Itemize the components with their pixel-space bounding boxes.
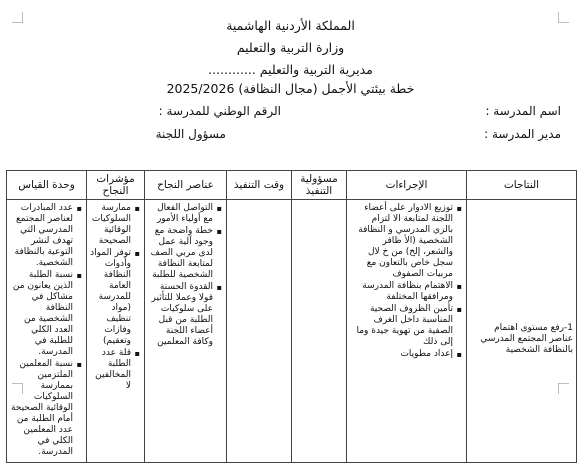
school-name-label: اسم المدرسة : [485, 104, 561, 118]
success-element-item: ▪ التواصل الفعال مع أولياء الأمور [148, 203, 213, 225]
measurement-unit-item: ▪ عدد المبادرات لعناصر المجتمع المدرسي التي تهدف لنشر التوعية بالنظافة الشخصية. [10, 203, 73, 269]
header-measurement-unit: وحدة القياس [7, 171, 87, 200]
success-element-item: ▪ خطة واضحة مع وجود آلية عمل لدى مربي الصف لمتابعة النظافة الشخصية للطلبة [148, 226, 213, 281]
success-element-item: ▪ القدوة الحسنة قولا وعملا للتأثير على سلوكيات الطلبة من قبل أعضاء اللجنة وكافة المعلمين [148, 282, 213, 348]
plan-table [6, 170, 577, 463]
table-header-row [7, 171, 577, 200]
header-procedures: الإجراءات [347, 171, 467, 200]
procedures-cell [347, 200, 467, 463]
ministry-title: وزارة التربية والتعليم [236, 40, 345, 55]
measurement-unit-item: ▪ نسبة الطلبة الذين يعانون من مشاكل في النظافة الشخصية من العدد الكلي للطلبة في المدرسة. [10, 270, 73, 358]
kingdom-title: المملكة الأردنية الهاشمية [226, 18, 355, 33]
school-director-label: مدير المدرسة : [484, 127, 561, 141]
success-indicators-cell [87, 200, 145, 463]
outcome-cell: 1-رفع مستوى اهتمام عناصر المجتمع المدرسي بالنظافة الشخصية [467, 200, 577, 463]
responsibility-cell [292, 200, 347, 463]
table-row [7, 200, 577, 463]
success-elements-cell [145, 200, 227, 463]
success-elements-list [148, 203, 223, 348]
header-success-indicators: مؤشرات النجاح [87, 171, 145, 200]
measurement-unit-list [10, 203, 83, 458]
header-success-elements: عناصر النجاح [145, 171, 227, 200]
success-indicator-item: ▪ قلة عدد الطلبة المخالفين لا [90, 348, 131, 392]
directorate-title: مديرية التربية والتعليم ............ [208, 62, 373, 77]
procedure-item: ▪ تأمين الظروف الصحية المناسبة داخل الغرف الصفية من تهوية جيدة وما إلى ذلك [350, 304, 453, 348]
committee-officer-label: مسؤول اللجنة [155, 127, 226, 141]
measurement-unit-cell [7, 200, 87, 463]
header-responsibility: مسؤولية التنفيذ [292, 171, 347, 200]
national-number-label: الرقم الوطني للمدرسة : [158, 104, 281, 118]
success-indicator-item: ▪ ممارسة السلوكيات الوقائية الصحيحة [90, 203, 131, 247]
success-indicator-item: ▪ توفر المواد وأدوات النظافة العامة للمدرسة (مواد تنظيف وفازات وتعقيم) [90, 248, 131, 347]
time-cell [227, 200, 292, 463]
procedure-item: ▪ إعداد مطويات [350, 349, 453, 360]
plan-title: خطة بيئتي الأجمل (مجال النظافة) 2025/2026 [166, 81, 415, 96]
procedures-list [350, 203, 463, 360]
header-outcomes: النتاجات [467, 171, 577, 200]
procedure-item: ▪ الاهتمام بنظافة المدرسة ومرافقها المختلفة [350, 281, 453, 303]
header-time: وقت التنفيذ [227, 171, 292, 200]
success-indicators-list [90, 203, 141, 392]
procedure-item: ▪ توزيع الادوار على أعضاء اللجنة لمتابعة الا لتزام بالزي المدرسي و النظافة الشخصية (الأ ظافر والشعر، إلخ) من خ لال سجل خاص بالتعاون مع مربيات الصفوف [350, 203, 453, 280]
measurement-unit-item: ▪ نسبة المعلمين الملتزمين بممارسة السلوكيات الوقائية الصحيحة أمام الطلبة من عدد المعلمين الكلي في المدرسة. [10, 359, 73, 458]
